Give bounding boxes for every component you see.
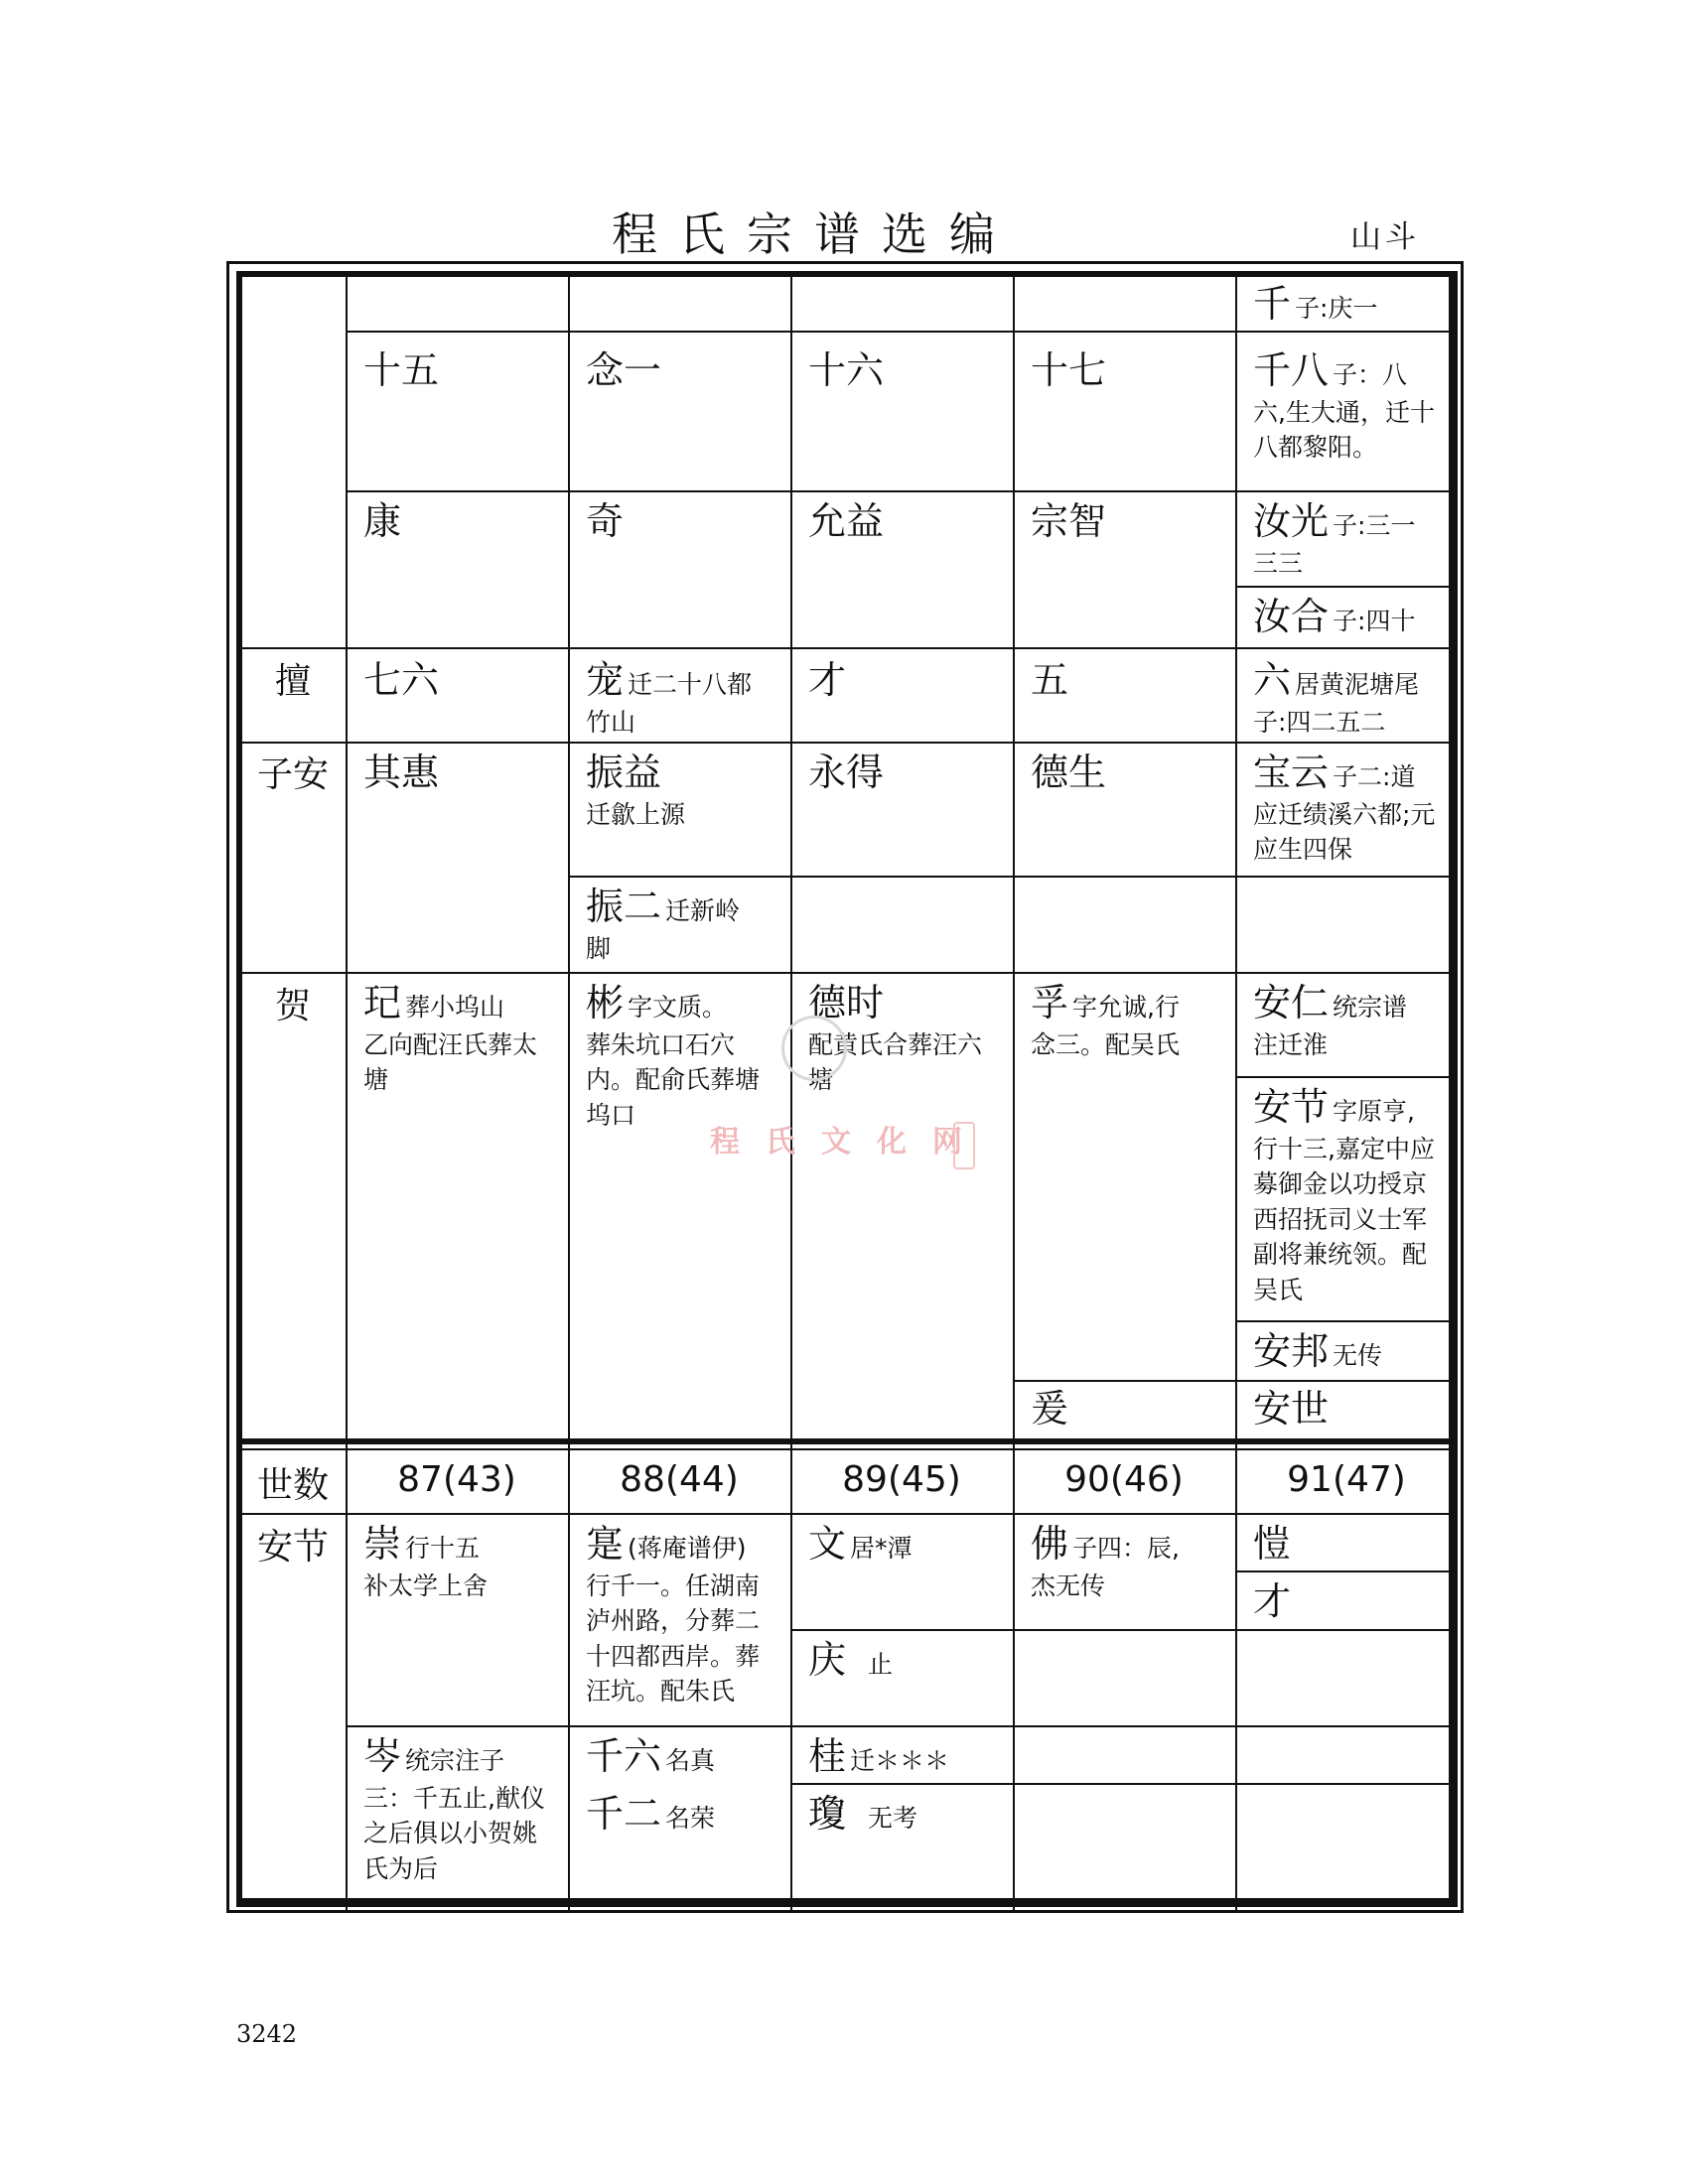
entry-cell xyxy=(586,980,774,1133)
entry-detail: 六,生大通，迁十八都黎阳。 xyxy=(1253,397,1435,462)
row-line xyxy=(242,647,1450,649)
col-line xyxy=(790,273,792,1911)
entry-cell xyxy=(363,980,552,1098)
entry-cell xyxy=(1031,657,1219,705)
col-line xyxy=(1013,273,1015,1911)
entry-cell xyxy=(363,498,552,546)
entry-name: 瓊 xyxy=(808,1792,847,1836)
entry-name: 才 xyxy=(808,658,847,702)
entry-name: 千八 xyxy=(1253,348,1330,392)
entry-name: 其惠 xyxy=(363,751,440,794)
entry-cell xyxy=(586,1791,774,1839)
side-label: 子安 xyxy=(256,754,329,795)
entry-cell xyxy=(808,1733,997,1781)
entry-name: 十六 xyxy=(808,348,885,392)
entry-name: 十五 xyxy=(363,348,440,392)
entry-cell xyxy=(586,1521,774,1709)
entry-cell xyxy=(586,884,774,966)
entry-note: 子:庆一 xyxy=(1295,294,1378,323)
entry-name: 汝光 xyxy=(1253,499,1330,543)
entry-note: 统宗谱 xyxy=(1333,993,1408,1022)
entry-name: 振益 xyxy=(586,751,662,794)
row-line xyxy=(346,331,1450,333)
entry-name: 文 xyxy=(808,1522,847,1566)
entry-note: 居*潭 xyxy=(850,1534,913,1563)
entry-name: 康 xyxy=(363,499,402,543)
entry-cell xyxy=(1253,1084,1442,1307)
entry-name: 安邦 xyxy=(1253,1329,1330,1373)
entry-note: 子：八 xyxy=(1333,360,1408,389)
row-line xyxy=(1235,586,1450,588)
entry-detail: 行十三,嘉定中应募御金以功授京西招抚司义士军副将兼统领。配吴氏 xyxy=(1253,1134,1435,1304)
entry-name: 庆 xyxy=(808,1638,847,1682)
entry-note: 止 xyxy=(868,1650,894,1679)
entry-note: 子四：辰, xyxy=(1072,1534,1180,1563)
entry-name: 安仁 xyxy=(1253,981,1330,1024)
entry-cell xyxy=(1031,980,1219,1062)
entry-cell xyxy=(586,657,774,740)
entry-note: 统宗注子 xyxy=(405,1746,505,1775)
entry-name: 五 xyxy=(1031,658,1069,702)
entry-cell xyxy=(1253,1328,1442,1376)
entry-cell xyxy=(808,1637,997,1685)
entry-name: 才 xyxy=(1253,1579,1292,1623)
entry-note: 迁二十八都 xyxy=(628,670,753,699)
entry-name: 奇 xyxy=(586,499,625,543)
entry-note: 葬小坞山 xyxy=(405,993,505,1022)
entry-note: 字允诚,行 xyxy=(1072,993,1180,1022)
entry-note: 子:三一 xyxy=(1333,511,1416,540)
row-line xyxy=(1235,1320,1450,1322)
entry-name: 桂 xyxy=(808,1734,847,1778)
entry-name: 宝云 xyxy=(1253,751,1330,794)
entry-note: 名真 xyxy=(665,1746,716,1775)
entry-detail: 迁歙上源 xyxy=(586,799,686,829)
entry-note: 行十五 xyxy=(405,1534,481,1563)
entry-detail: 杰无传 xyxy=(1031,1570,1106,1600)
row-line xyxy=(346,490,1450,492)
entry-cell xyxy=(1253,1386,1442,1433)
row-line xyxy=(242,1513,1450,1515)
entry-detail: 乙向配汪氏葬太塘 xyxy=(363,1029,538,1094)
entry-cell xyxy=(808,1521,997,1569)
entry-name: 玘 xyxy=(363,981,402,1024)
section-divider xyxy=(242,1438,1450,1444)
entry-note: 迁新岭 xyxy=(665,896,741,925)
entry-cell xyxy=(1253,281,1442,329)
entry-cell xyxy=(586,1733,774,1781)
entry-detail: 葬朱坑口石穴内。配俞氏葬塘坞口 xyxy=(586,1029,761,1130)
side-label: 安节 xyxy=(256,1527,329,1568)
entry-detail: 补太学上舍 xyxy=(363,1570,489,1600)
entry-name: 孚 xyxy=(1031,981,1069,1024)
row-line xyxy=(346,1725,1450,1727)
section-divider xyxy=(242,1448,1450,1450)
entry-name: 岑 xyxy=(363,1734,402,1778)
row-line xyxy=(568,876,1450,878)
entry-note: 迁＊＊＊ xyxy=(850,1746,950,1775)
entry-cell xyxy=(363,347,552,395)
entry-note: 名荣 xyxy=(665,1804,716,1833)
entry-cell xyxy=(808,1791,997,1839)
generation-number: 87(43) xyxy=(397,1459,516,1500)
entry-cell xyxy=(1031,750,1219,797)
entry-name: 寔 xyxy=(586,1522,625,1566)
row-line xyxy=(790,1783,1450,1785)
col-line xyxy=(1235,273,1237,1911)
entry-detail: 应迁绩溪六都;元应生四保 xyxy=(1253,799,1436,864)
entry-cell xyxy=(1253,980,1442,1062)
entry-note: 子:四十 xyxy=(1333,607,1416,635)
entry-name: 十七 xyxy=(1031,348,1107,392)
entry-cell xyxy=(1253,498,1442,581)
generation-number: 90(46) xyxy=(1064,1459,1184,1500)
entry-cell xyxy=(1031,347,1219,395)
entry-name: 汝合 xyxy=(1253,595,1330,638)
col-line xyxy=(346,273,348,1911)
entry-note: 无传 xyxy=(1333,1341,1383,1370)
page-number: 3242 xyxy=(236,2020,298,2048)
entry-cell xyxy=(1253,594,1442,641)
entry-detail: 注迁淮 xyxy=(1253,1029,1329,1059)
entry-name: 千二 xyxy=(586,1792,662,1836)
watermark-stamp-icon xyxy=(953,1122,975,1169)
entry-cell xyxy=(808,657,997,705)
entry-name: 千六 xyxy=(586,1734,662,1778)
entry-detail: 行千一。任湖南泸州路，分葬二十四都西岸。葬汪坑。配朱氏 xyxy=(586,1570,761,1706)
entry-cell xyxy=(1031,498,1219,546)
row-line xyxy=(1235,1570,1450,1572)
entry-name: 振二 xyxy=(586,885,662,928)
entry-name: 愷 xyxy=(1253,1522,1292,1566)
entry-note: 无考 xyxy=(868,1804,918,1833)
entry-cell xyxy=(586,750,774,832)
watermark-seal-icon xyxy=(781,1016,847,1081)
entry-name: 七六 xyxy=(363,658,440,702)
generation-number: 88(44) xyxy=(620,1459,739,1500)
entry-name: 宗智 xyxy=(1031,499,1107,543)
entry-cell xyxy=(1253,1521,1442,1569)
entry-cell xyxy=(363,750,552,797)
entry-name: 六 xyxy=(1253,658,1292,702)
entry-cell xyxy=(363,1521,552,1603)
entry-cell xyxy=(1031,1386,1219,1433)
generation-number: 89(45) xyxy=(842,1459,961,1500)
entry-cell xyxy=(586,498,774,546)
page-title: 程氏宗谱选编 xyxy=(612,207,1017,261)
entry-cell xyxy=(808,750,997,797)
entry-cell xyxy=(586,347,774,395)
entry-name: 宠 xyxy=(586,658,625,702)
row-line xyxy=(242,742,1450,744)
entry-detail: 子:四二五二 xyxy=(1253,707,1386,737)
entry-cell xyxy=(363,657,552,705)
entry-name: 千 xyxy=(1253,282,1292,326)
entry-note: 居黄泥塘尾 xyxy=(1295,670,1420,699)
entry-cell xyxy=(1253,347,1442,466)
entry-detail: 脚 xyxy=(586,933,612,963)
entry-name: 崇 xyxy=(363,1522,402,1566)
entry-note: 字原亨, xyxy=(1333,1097,1415,1126)
entry-note: 子二:道 xyxy=(1333,762,1416,791)
entry-name: 安节 xyxy=(1253,1085,1330,1129)
entry-detail: 竹山 xyxy=(586,707,636,737)
generation-header-label: 世数 xyxy=(256,1465,329,1506)
entry-cell xyxy=(1031,1521,1219,1603)
entry-name: 佛 xyxy=(1031,1522,1069,1566)
entry-detail: 配黄氏合葬汪六塘 xyxy=(808,1029,983,1094)
entry-name: 永得 xyxy=(808,751,885,794)
side-label: 贺 xyxy=(274,986,311,1026)
entry-name: 德时 xyxy=(808,981,885,1024)
entry-name: 彬 xyxy=(586,981,625,1024)
entry-cell xyxy=(1253,657,1442,740)
entry-detail: 念三。配吴氏 xyxy=(1031,1029,1181,1059)
entry-name: 允益 xyxy=(808,499,885,543)
side-label: 擅 xyxy=(274,661,311,702)
col-line xyxy=(568,273,570,1911)
entry-name: 安世 xyxy=(1253,1387,1330,1431)
entry-cell xyxy=(808,347,997,395)
entry-note: 字文质。 xyxy=(628,993,728,1022)
place-label: 山斗 xyxy=(1350,219,1420,255)
generation-number: 91(47) xyxy=(1287,1459,1406,1500)
row-line xyxy=(1013,1380,1450,1382)
entry-cell xyxy=(363,1733,552,1886)
entry-detail: 三三 xyxy=(1253,548,1304,578)
watermark-text: 程氏文化网 xyxy=(710,1125,988,1160)
entry-name: 念一 xyxy=(586,348,662,392)
entry-cell xyxy=(1253,750,1442,868)
row-line xyxy=(790,1629,1450,1631)
entry-name: 爰 xyxy=(1031,1387,1069,1431)
entry-cell xyxy=(808,498,997,546)
row-line xyxy=(242,972,1450,974)
entry-cell xyxy=(1253,1578,1442,1626)
row-line xyxy=(1235,1076,1450,1078)
entry-detail: 三：千五止,猷仪之后俱以小贺姚氏为后 xyxy=(363,1783,545,1883)
entry-note: (蒋庵谱伊) xyxy=(628,1534,747,1563)
entry-name: 德生 xyxy=(1031,751,1107,794)
